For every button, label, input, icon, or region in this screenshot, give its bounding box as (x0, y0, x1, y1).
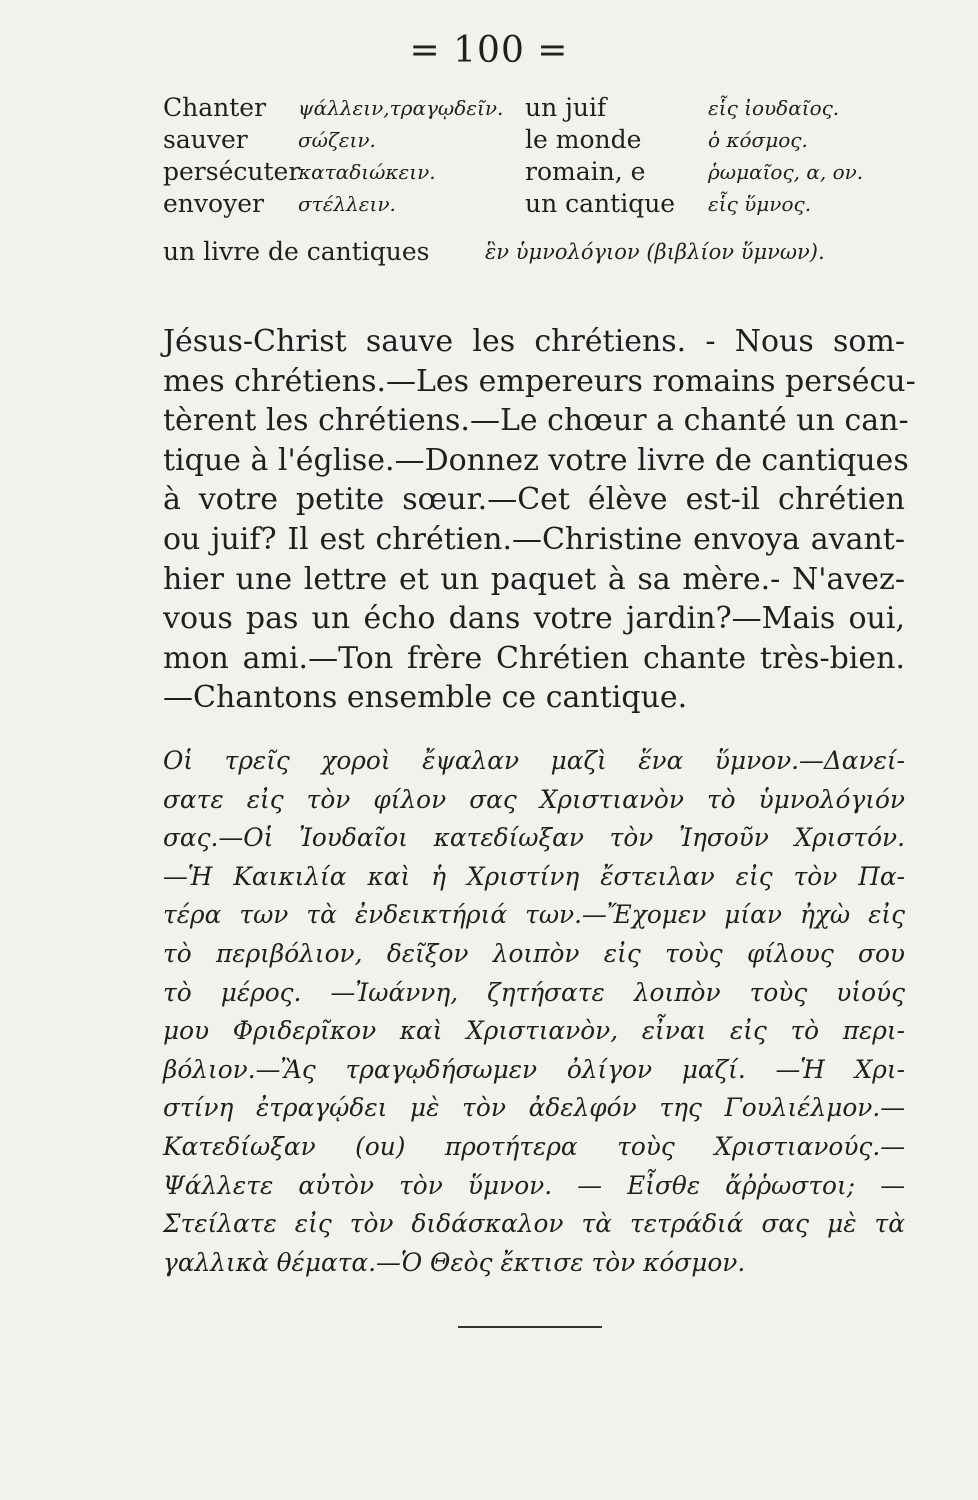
text-line: tique à l'église.—Donnez votre livre de cantiques (163, 442, 909, 478)
vocab-row (163, 124, 903, 156)
text-line: Κατεδίωξαν (ou) προτήτερα τοὺς Χριστιανούς.— (163, 1131, 905, 1161)
text-line: στίνη ἐτραγῴδει μὲ τὸν ἀδελφόν της Γουλιέλμον.— (163, 1093, 905, 1123)
text-line: τέρα των τὰ ἐνδεικτήριά των.—Ἔχομεν μίαν ἠχὼ εἰς (163, 900, 905, 930)
text-line: Jésus-Christ sauve les chrétiens. - Nous som- (163, 324, 905, 359)
vocab-french: envoyer (163, 189, 264, 218)
vocab-greek: εἷς ἰουδαῖος. (708, 96, 840, 120)
text-line: σας.—Οἱ Ἰουδαῖοι κατεδίωξαν τὸν Ἰησοῦν Χριστόν. (163, 823, 905, 853)
vocab-french: romain, e (525, 157, 646, 186)
text-line: Ψάλλετε αὐτὸν τὸν ὕμνον. — Εἶσθε ἄῤῥωστοι; — (163, 1170, 905, 1200)
page-number: = 100 = (409, 30, 569, 71)
text-line: γαλλικὰ θέματα.—Ὁ Θεὸς ἔκτισε τὸν κόσμον. (163, 1247, 746, 1277)
greek-exercise (163, 742, 905, 1282)
vocab-greek: εἷς ὕμνος. (708, 192, 812, 216)
vocab-french: un cantique (525, 189, 676, 218)
vocab-row (163, 92, 903, 124)
text-line: τὸ περιβόλιον, δεῖξον λοιπὸν εἰς τοὺς φίλους σου (163, 938, 905, 968)
text-line: σατε εἰς τὸν φίλον σας Χριστιανὸν τὸ ὑμνολόγιόν (163, 784, 905, 814)
text-line: ou juif? Il est chrétien.—Christine envoya avant- (163, 521, 905, 557)
end-rule (458, 1326, 602, 1328)
text-line: —Chantons ensemble ce cantique. (163, 680, 688, 716)
text-line: à votre petite sœur.—Cet élève est-il chrétien (163, 482, 905, 518)
text-line: τὸ μέρος. —Ἰωάννη, ζητήσατε λοιπὸν τοὺς υἱούς (163, 977, 905, 1007)
vocabulary-list (163, 92, 903, 272)
vocab-greek: ὁ κόσμος. (708, 128, 808, 152)
text-line: —Ἡ Καικιλία καὶ ἡ Χριστίνη ἔστειλαν εἰς τὸν Πα- (163, 861, 905, 891)
text-line: vous pas un écho dans votre jardin?—Mais oui, (163, 601, 905, 637)
vocab-row (163, 188, 903, 220)
vocab-french: sauver (163, 125, 248, 154)
text-line: βόλιον.—Ἂς τραγῳδήσωμεν ὀλίγον μαζί. —Ἡ Χρι- (163, 1054, 905, 1084)
vocab-french: le monde (525, 125, 642, 154)
text-line: tèrent les chrétiens.—Le chœur a chanté un can- (163, 403, 909, 439)
vocab-greek: καταδιώκειν. (298, 160, 436, 184)
text-line: Στείλατε εἰς τὸν διδάσκαλον τὰ τετράδιά σας μὲ τὰ (163, 1209, 905, 1239)
vocab-french: Chanter (163, 93, 267, 122)
text-line: hier une lettre et un paquet à sa mère.- N'avez- (163, 561, 905, 597)
text-line: mes chrétiens.—Les empereurs romains persécu- (163, 363, 916, 399)
vocab-french: un livre de cantiques (163, 237, 430, 266)
vocab-greek: ῥωμαῖος, α, ον. (708, 160, 864, 184)
text-line: mon ami.—Ton frère Chrétien chante très-bien. (163, 640, 905, 676)
vocab-greek: σώζειν. (298, 128, 376, 152)
vocab-greek: στέλλειν. (298, 192, 396, 216)
vocab-french: un juif (525, 93, 607, 122)
text-line: μου Φριδερῖκον καὶ Χριστιανὸν, εἶναι εἰς τὸ περι- (163, 1016, 905, 1046)
vocab-french: persécuter (163, 157, 301, 186)
vocab-greek: ψάλλειν,τραγῳδεῖν. (298, 96, 504, 120)
text-line: Οἱ τρεῖς χοροὶ ἔψαλαν μαζὶ ἕνα ὕμνον.—Δανεί- (163, 746, 905, 775)
vocab-greek: ἓν ὑμνολόγιον (βιβλίον ὕμνων). (485, 240, 825, 264)
vocab-row (163, 156, 903, 188)
vocab-row-long (163, 232, 903, 272)
french-exercise (163, 322, 916, 718)
